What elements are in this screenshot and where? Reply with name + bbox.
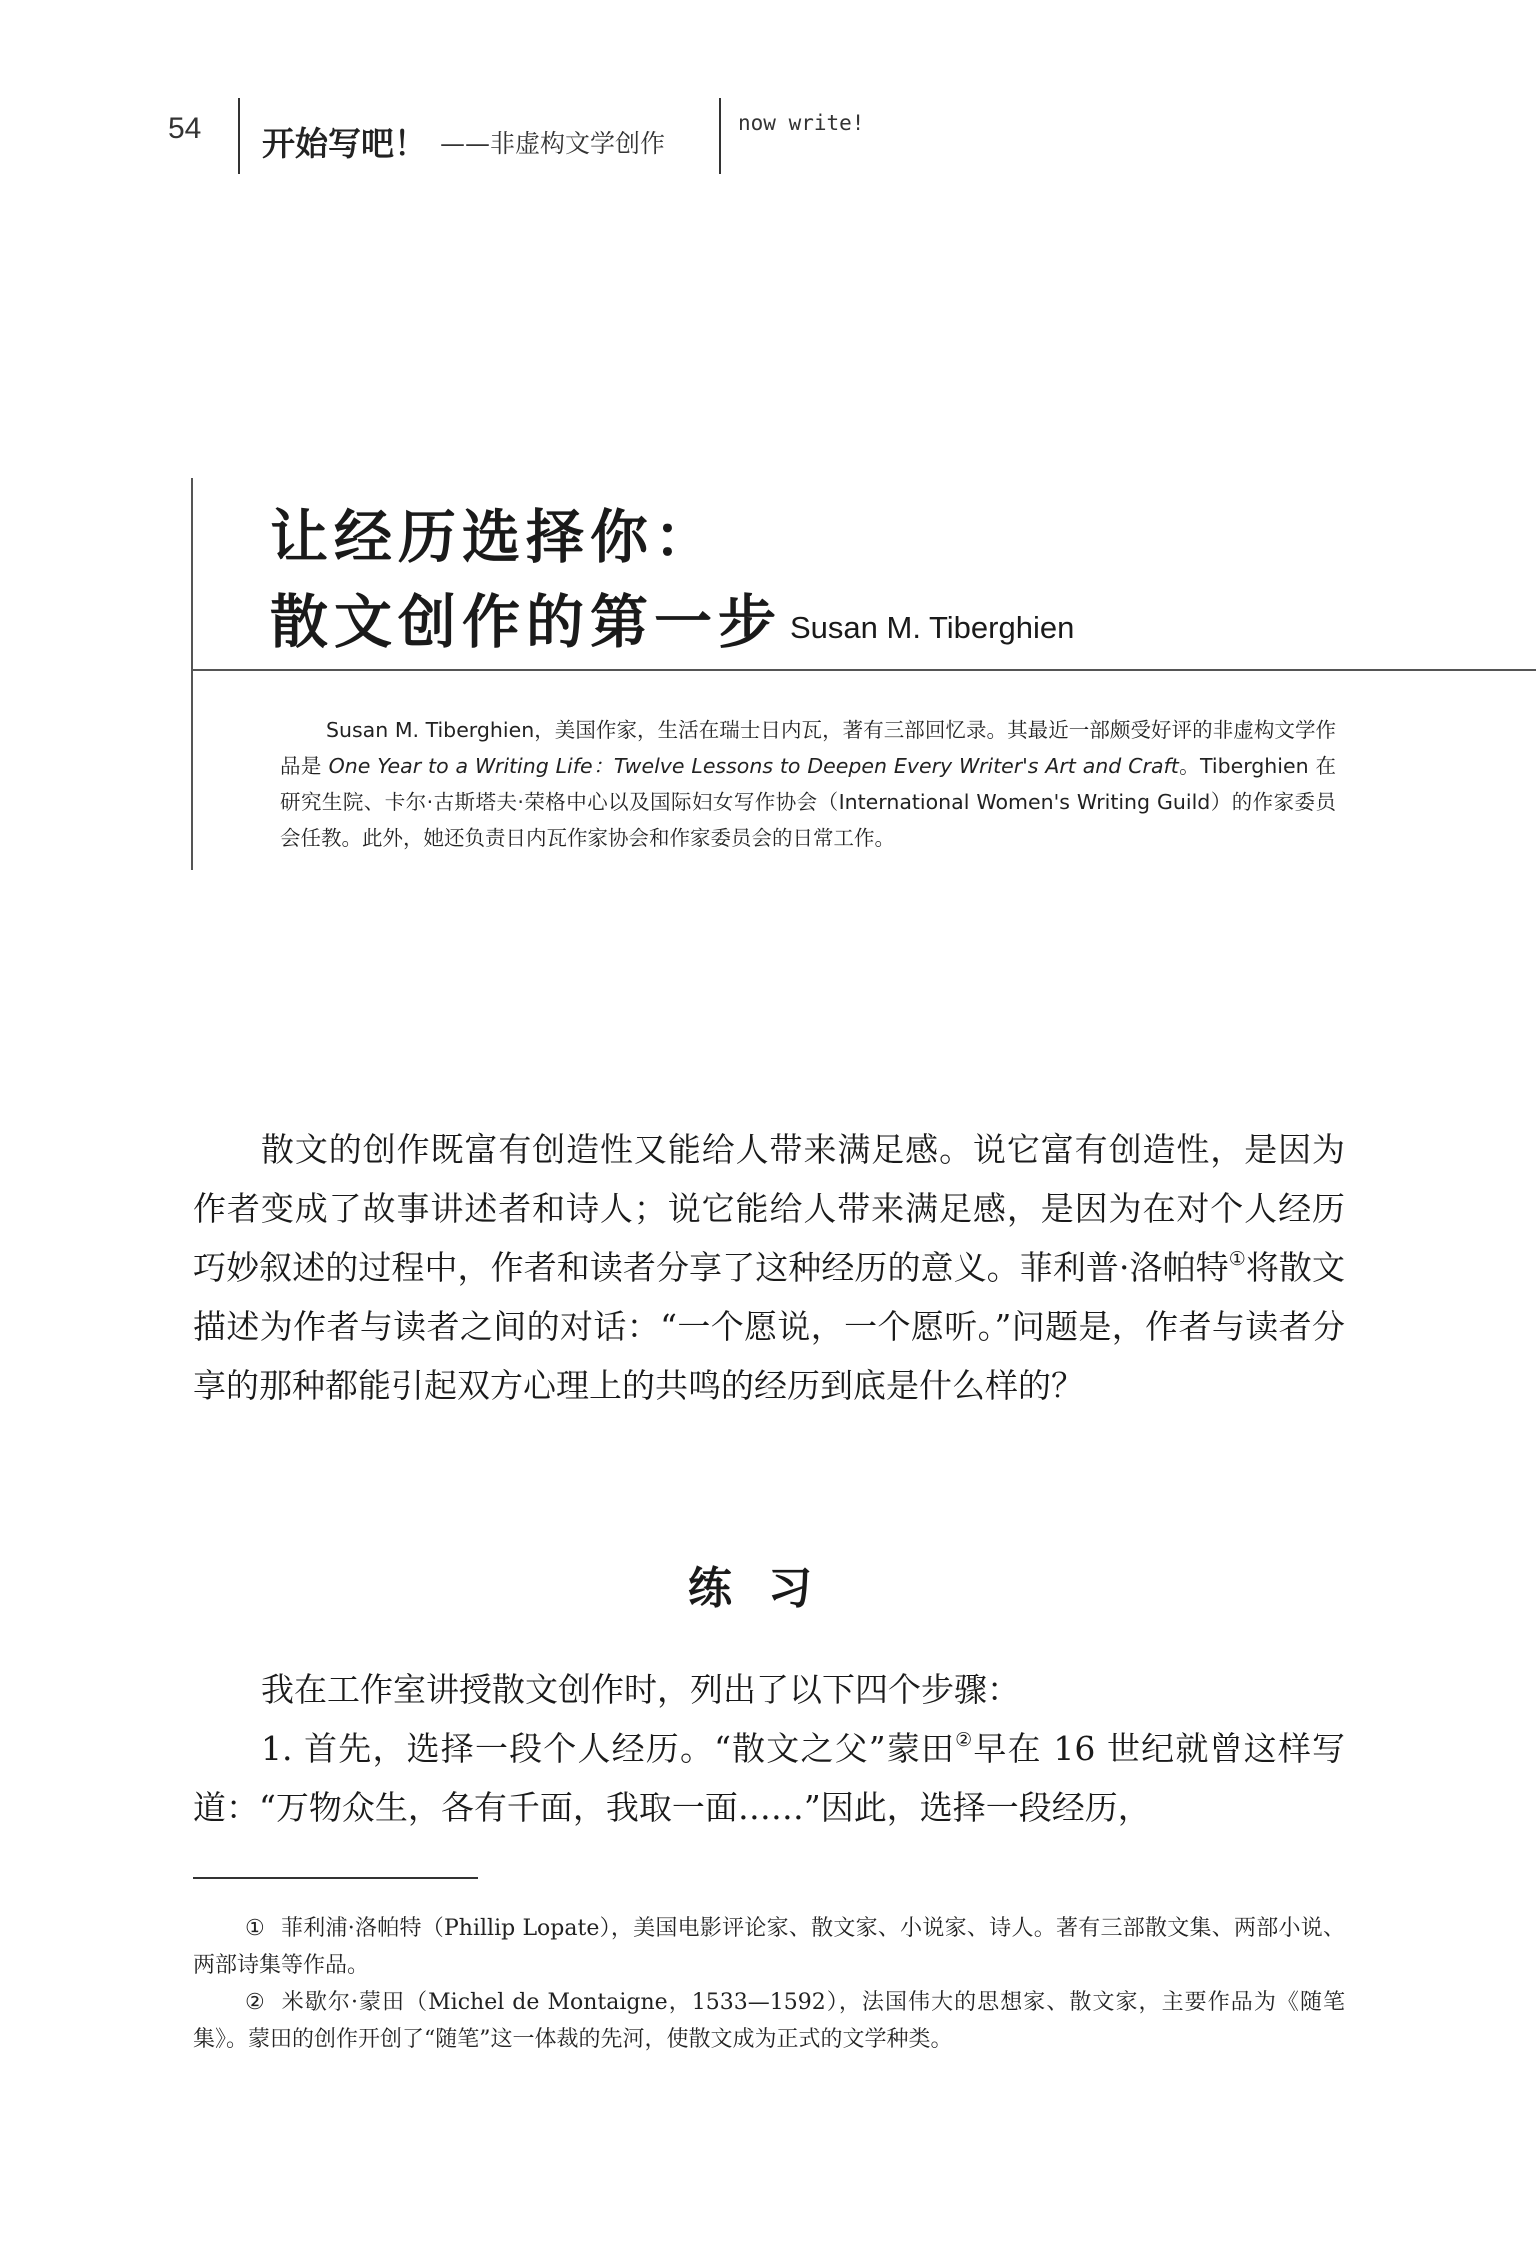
body-paragraphs-2 <box>193 1660 1345 1837</box>
header-divider-right <box>719 98 721 174</box>
header-divider-left <box>238 98 240 174</box>
section-title: 练习 <box>688 1563 848 1614</box>
bio-text-2: 。Tiberghien 在研究生院、卡尔·古斯塔夫·荣格中心以及国际妇女写作协会（International Women's Writing Guild）的作家委员会任教。此外，她还负责日内瓦作家协会和作家委员会的日常工作。 <box>280 754 1336 850</box>
p3-text-b: 早在 16 世纪就曾这样写道：“万物众生，各有千面，我取一面……”因此，选择一段经历， <box>193 1729 1345 1827</box>
book-title: 开始写吧！ <box>262 124 427 163</box>
footnote-2-mark: ② <box>245 1990 266 2015</box>
footnote-ref-2: ② <box>955 1729 974 1751</box>
title-horizontal-rule <box>192 669 1536 671</box>
p1-text-b: 将散文描述为作者与读者之间的对话：“一个愿说，一个愿听。”问题是，作者与读者分享的那种都能引起双方心理上的共鸣的经历到底是什么样的？ <box>193 1248 1345 1405</box>
p3-text-a: 1. 首先，选择一段个人经历。“散文之父”蒙田 <box>261 1729 956 1768</box>
footnote-rule <box>193 1877 478 1879</box>
footnote-ref-1: ① <box>1228 1248 1246 1270</box>
chapter-author: Susan M. Tiberghien <box>790 610 1075 645</box>
page-number: 54 <box>168 112 202 145</box>
book-subtitle: ——非虚构文学创作 <box>440 129 666 158</box>
chapter-title-line2: 散文创作的第一步 <box>270 588 783 656</box>
footnote-1 <box>193 1910 1345 1984</box>
footnote-1-text: 菲利浦·洛帕特（Phillip Lopate），美国电影评论家、散文家、小说家、诗人。著有三部散文集、两部小说、两部诗集等作品。 <box>193 1916 1345 1978</box>
footnote-1-mark: ① <box>245 1916 265 1941</box>
english-tag: now write! <box>738 111 865 135</box>
footnote-2 <box>193 1984 1345 2058</box>
p2: 我在工作室讲授散文创作时，列出了以下四个步骤： <box>261 1670 1020 1709</box>
author-bio <box>280 712 1336 856</box>
footnotes <box>193 1910 1345 2058</box>
chapter-title-line1: 让经历选择你： <box>270 503 719 571</box>
p1-text-a: 散文的创作既富有创造性又能给人带来满足感。说它富有创造性，是因为作者变成了故事讲述者和诗人；说它能给人带来满足感，是因为在对个人经历巧妙叙述的过程中，作者和读者分享了这种经历的意义。菲利普·洛帕特 <box>193 1130 1345 1287</box>
footnote-2-text: 米歇尔·蒙田（Michel de Montaigne，1533—1592），法国伟大的思想家、散文家，主要作品为《随笔集》。蒙田的创作开创了“随笔”这一体裁的先河，使散文成为正式的文学种类。 <box>193 1990 1345 2052</box>
bio-book-title: One Year to a Writing Life：Twelve Lessons to Deepen Every Writer's Art and Craft <box>328 754 1179 778</box>
body-paragraph-1 <box>193 1120 1345 1415</box>
bio-text-1: Susan M. Tiberghien，美国作家，生活在瑞士日内瓦，著有三部回忆录。其最近一部颇受好评的非虚构文学作品是 <box>280 718 1336 778</box>
title-vertical-rule <box>191 478 193 870</box>
